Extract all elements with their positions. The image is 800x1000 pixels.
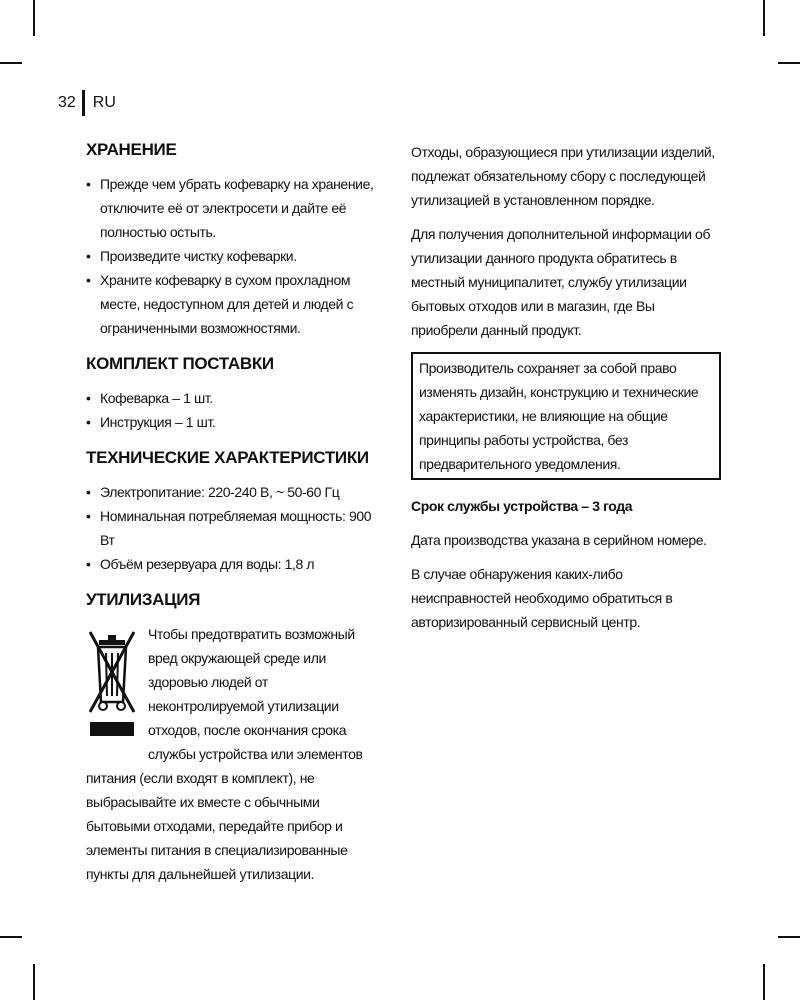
manufacturer-notice-box — [411, 352, 721, 480]
storage-section — [86, 140, 386, 340]
crop-mark — [778, 936, 800, 938]
header-divider — [82, 90, 85, 116]
page-header — [58, 90, 116, 116]
specs-section — [86, 448, 386, 576]
list-item: • Храните кофеварку в сухом прохладном месте, недоступном для детей и людей с ограниченными возможностями. — [86, 268, 386, 340]
disposal-text: Чтобы предотвратить возможный вред окружающей среде или здоровью людей от неконтролируемой утилизации отходов, после окончания срока службы устройства или элементов питания (если входят в комплект), не выбрасывайте их вместе с обычными бытовыми отходами, передайте прибор и элементы питания в специализированные пункты для дальнейшей утилизации. — [86, 626, 363, 882]
package-title: КОМПЛЕКТ ПОСТАВКИ — [86, 354, 274, 373]
list-item: • Произведите чистку кофеварки. — [86, 244, 386, 268]
specs-title: ТЕХНИЧЕСКИЕ ХАРАКТЕРИСТИКИ — [86, 448, 369, 467]
disposal-info-paragraph: Для получения дополнительной информации об утилизации данного продукта обратитесь в местный муниципалитет, службу утилизации бытовых отходов или в магазин, где Вы приобрели данный продукт. — [411, 226, 711, 338]
storage-title: ХРАНЕНИЕ — [86, 140, 177, 159]
disposal-section — [86, 590, 386, 886]
crop-mark — [33, 964, 35, 1000]
list-item: • Инструкция – 1 шт. — [86, 410, 386, 434]
left-column — [86, 140, 386, 900]
disposal-block — [86, 622, 386, 886]
waste-collection-paragraph: Отходы, образующиеся при утилизации изделий, подлежат обязательному сбору с последующей утилизацией в установленном порядке. — [411, 144, 715, 208]
crop-mark — [763, 0, 765, 36]
language-code: RU — [92, 94, 116, 111]
crossed-bin-icon — [86, 622, 138, 746]
package-section — [86, 354, 386, 434]
list-item: • Номинальная потребляемая мощность: 900 Вт — [86, 504, 386, 552]
service-life: Срок службы устройства – 3 года — [411, 498, 633, 514]
list-item: • Прежде чем убрать кофеварку на хранение, отключите её от электросети и дайте её полностью остыть. — [86, 172, 386, 244]
storage-list — [86, 172, 386, 340]
service-center-note: В случае обнаружения каких-либо неисправностей необходимо обратиться в авторизированный сервисный центр. — [411, 566, 673, 630]
list-item: • Электропитание: 220-240 В, ~ 50-60 Гц — [86, 480, 386, 504]
crop-mark — [33, 0, 35, 36]
page-number: 32 — [58, 94, 76, 111]
package-list — [86, 386, 386, 434]
crop-mark — [763, 964, 765, 1000]
specs-list — [86, 480, 386, 576]
disposal-title: УТИЛИЗАЦИЯ — [86, 590, 201, 609]
list-item: • Кофеварка – 1 шт. — [86, 386, 386, 410]
list-item: • Объём резервуара для воды: 1,8 л — [86, 552, 386, 576]
production-date-note: Дата производства указана в серийном номере. — [411, 532, 707, 548]
manufacturer-notice: Производитель сохраняет за собой право изменять дизайн, конструкцию и технические характеристики, не влияющие на общие принципы работы устройства, без предварительного уведомления. — [419, 360, 699, 472]
crop-mark — [0, 62, 22, 64]
crop-mark — [0, 936, 22, 938]
right-column — [411, 140, 721, 644]
crop-mark — [778, 62, 800, 64]
